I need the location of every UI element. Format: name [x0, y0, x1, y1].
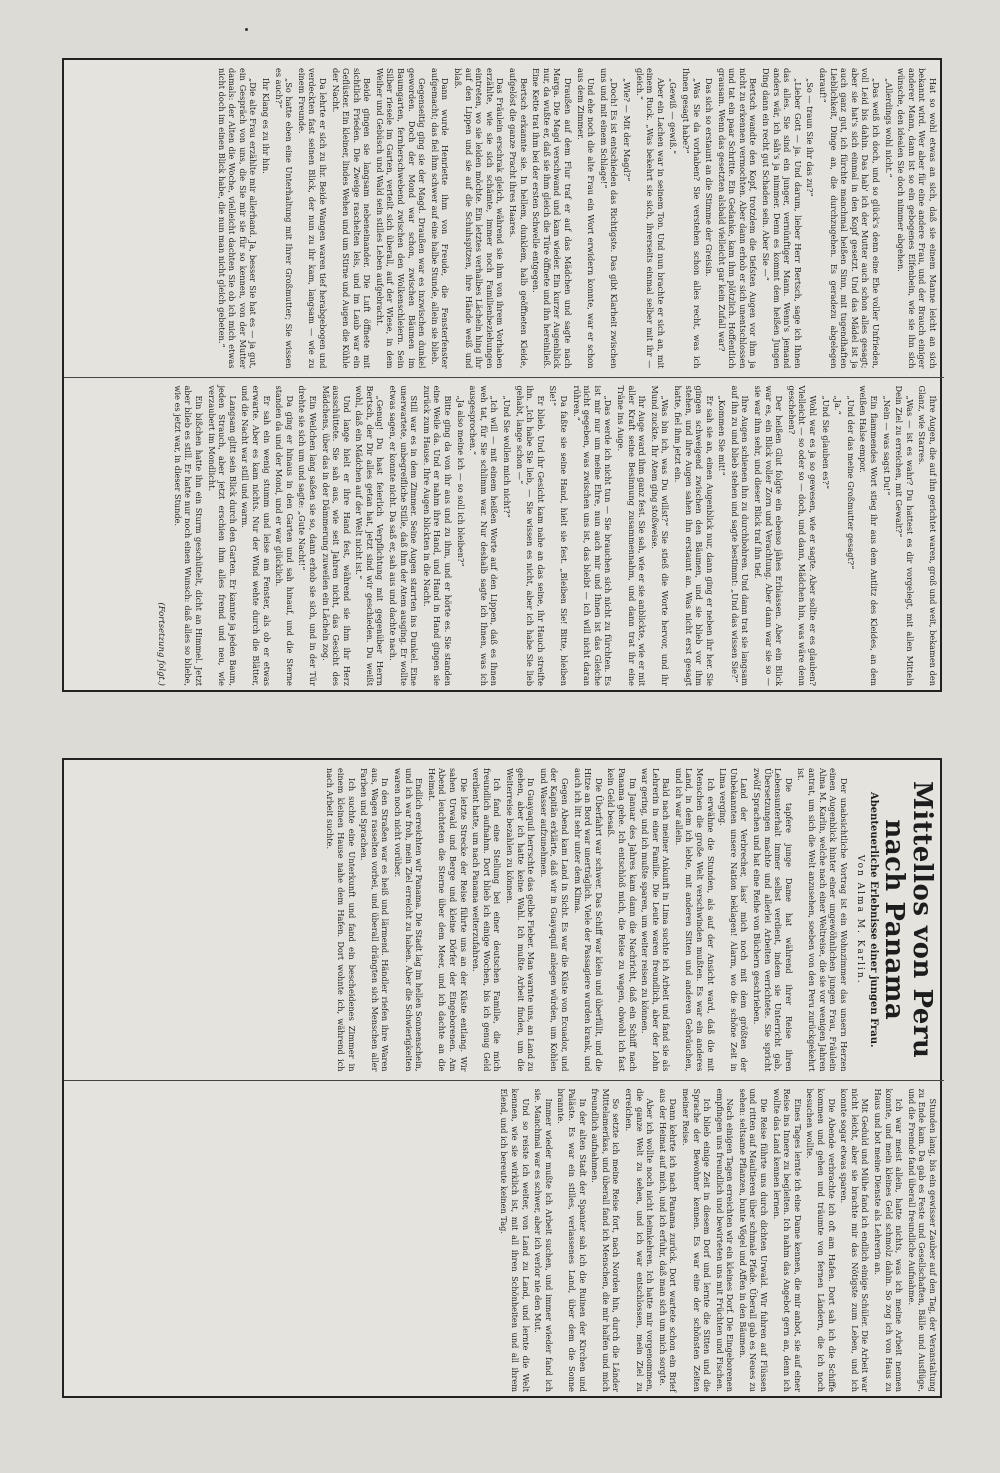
lower-story-column-2: [64, 1080, 944, 1401]
paragraph: Eines Tages lernte ich eine Dame kennen, die mir anbot, sie auf einer Reise ins Innere zu begleiten. Ich nahm das Angebot gern an, denn ich wollte das Land kennen lernen.: [771, 1088, 803, 1392]
paragraph: Ich suchte eine Unterkunft und fand ein bescheidenes Zimmer in einem kleinen Hause nahe dem Hafen. Dort wohnte ich, während ich nach Arbeit suchte.: [325, 768, 357, 1072]
paragraph: Ich war meist allein, hatte nichts, was ich meine Arbeit nennen konnte, und mein kleines Geld schmolz dahin. So zog ich von Haus zu Haus und bot meine Dienste als Lehrerin an.: [873, 1088, 905, 1392]
upper-story-column-2: [64, 377, 944, 695]
paragraph: „Die alte Frau erzählte mir allerhand. Ja, besser Sie hat es — ja gut, ein Gespräch von uns, die Sie mir sie für so kennen, von der Mutter damals: der Alten die Woche, vielleicht dachten Sie ob ich mich etwas nicht doch im einen Blick habe, die nun man nicht gleich gebeten.“: [216, 68, 259, 369]
paragraph: Ihre Augen, die auf ihn gerichtet waren, groß und weit, bekamen den Glanz, wie Starres.: [917, 385, 938, 686]
paragraph: Stunden lang, bis ein gewisser Zauber auf den Tag, der Veranstaltung zu Ende kam. Da gab es Feste und Gesellschaften, Bälle und Ausflüge, und die Fremde fand überall freundliche Aufnahme.: [906, 1088, 938, 1392]
paragraph: „Und Sie glauben es?“: [820, 395, 831, 490]
paragraph: Endlich erreichten wir Panama. Die Stadt lag im hellen Sonnenschein, und ich war froh, mein Ziel erreicht zu haben. Aber die Schwierigkeiten waren noch nicht vorüber.: [393, 768, 425, 1072]
lower-story-column-1: [64, 760, 944, 1080]
paragraph: Bertsch wandte den Kopf, trotzdem die tiefsten Augen vor ihm ja nicht zu erkennen vermochten. Aber dann erhob er sich unentschlossen und tat ein paar Schritte. Ein Gedanke, kam ihm plötzlich. Hoffentlich grausam. Wenn das gesetzten alsbald vielleicht gar kein Zufall war?: [716, 68, 759, 369]
paragraph: „Allerdings wohl nicht.“: [883, 78, 894, 178]
article-author: Von Alma M. Karlin.: [855, 854, 866, 985]
paragraph: „Und Sie wollen mich nicht?“: [502, 395, 513, 518]
paragraph: Draußen auf dem Flur traf er auf das Mädchen und sagte nach Marga. Die Magd verschwand und kam wieder. Ein kurzer Augenblick nur, da wußte er, daß sie ihm gleich die Türe öffnete und ihn hereinließ. Eine Kette trat ihm bei der ersten Schwelle entgegen.: [531, 68, 573, 369]
paragraph: Gegen Abend kam Land in Sicht. Es war die Küste von Ecuador, und der Kapitän erklärte, daß wir in Guayaquil anlegen würden, um Kohlen und Wasser aufzunehmen.: [538, 768, 570, 1072]
paragraph: Aber ein Lachen war in seinem Ton. Und nun brachte er sich an, mit einem Ruck. „Was bekehrt sie sich, ihrerseits einmal selber mit ihr — gleich.“: [634, 68, 666, 369]
paragraph: Ich fand eine Stellung bei einer deutschen Familie, die mich freundlich aufnahm. Dort blieb ich einige Wochen, bis ich genug Geld verdient hatte, um nach Panama weiterzufahren.: [471, 768, 503, 1072]
paragraph: Ein Weilchen lang saßen sie so, dann erhob sie sich, und in der Tür drehte sie sich um und sagte: „Gute Nacht!“: [297, 385, 318, 686]
paragraph: „Ich will — mit einem heißen Worte auf den Lippen, daß es Ihnen weh tat, für Sie schlimm war. Nur deshalb sagte ich Ihnen, was ich ausgesprochen.“: [468, 385, 500, 686]
paragraph: „Das weiß ich doch, und so glück's denn eine Ehe voller Unfrieden, voll Leid bis dahin. Das hab' ich der Mutter auch schon alles gesagt; aber sie hat's sich einmal in den Kopf gesetzt. Und das Mädel ist ja auch ganz gut, ich fürchte manchmal heißen Sinn, mit tugendhaften Lieblichkeit, Dinge an, die durchzugehen. Es geradezu abgelegen darauf!“: [818, 68, 882, 369]
paragraph: Dann kehrte ich nach Panama zurück. Dort wartete schon ein Brief aus der Heimat auf mich, und ich erfuhr, daß man sich um mich sorgte.: [657, 1088, 679, 1392]
paragraph: Da ging er hinaus in den Garten und sah hinauf, und die Sterne standen da und der Mond, und er war glücklich.: [274, 385, 295, 686]
paragraph: „Was — ist es wahr? Du hattest es dir vorgelegt, mit allen Mitteln Dein Ziel zu erreichen, mit Gewalt?“: [894, 385, 915, 686]
paragraph: „Und der das meine Großmutter gesagt?“: [845, 395, 856, 570]
paragraph: Da lehrte er sich zu ihr. Beide Wangen waren tief herabgebogen und verdeckten fast seinen Blick, der nun zu ihr kam, langsam — wie zu einem Freunde.: [296, 68, 328, 369]
paragraph: Die Überfahrt war schwer. Das Schiff war klein und überfüllt, und die Hitze an Bord war unerträglich. Viele der Passagiere wurden krank, und auch ich litt sehr unter dem Klima.: [572, 768, 604, 1072]
paragraph: Ihre Augen schienen ihn zu durchbohren. Und dann trat sie langsam auf ihn zu und blieb stehen und sagte bestimmt: „Und das wissen Sie?“: [729, 385, 751, 686]
paragraph: Er sah sie an, einen Augenblick nur, dann ging er neben ihr her. Sie gingen schweigend zwischen den Bäumen, und sie blieb vor ihm stehen, und ihre Augen sahen ihn erstaunt an. Was nicht erst gesagt hatte, fiel ihm jetzt ein.: [672, 385, 715, 686]
paragraph: Das sich so erstaunt an die Stimme der Greisin.: [704, 78, 715, 277]
paragraph: In der alten Stadt der Spanier sah ich die Ruinen der Kirchen und Paläste. Es war ein stilles, verlassenes Land, über dem die Sonne brannte.: [556, 1088, 588, 1392]
paragraph: „Was Sie da vorhaben? Sie verstehen schon alles recht, was ich Ihnen gesagt habe?“: [680, 68, 702, 369]
paragraph: Das Fräulein erschrak gleich, während sie ihm von ihrem Vorhaben erzählte, wie sie sich schämte, immer noch Familienbeziehungen eintreten, wo sie leiden möchte. Ein letztes verhalbes Lächeln hing ihr auf den Lippen und sie auf die Schuhspitzen, ihre Hände weiß und blaß.: [453, 68, 506, 369]
paragraph: „Gewiß — gewiß.“: [668, 78, 679, 155]
paragraph: In Guayaquil herrschte das gelbe Fieber. Man warnte uns, an Land zu gehen, aber ich hatte keine Wahl. Ich mußte Arbeit finden, um die Weiterreise bezahlen zu können.: [505, 768, 537, 1072]
paragraph: Hat so wohl etwas an sich, daß sie einem Manne leicht an sich bekannt wird. Wer aber für eine andere Frau, und der Brauch einiger anderer Mann, dann ist so ein gebogenes Elfenbein, wie sie ihn sich wünsche, den idealen Sie doch nimmer abgehen.: [896, 68, 938, 369]
paragraph: Der heißen Glut folgte ein ebenso jähes Erblassen. Aber ein Blick war es, ein Blick voller Zorn und Verachtung. Aber dann war sie so — sie war ihm sehr, und dieser Blick traf ihn tief.: [753, 385, 785, 686]
paragraph: Ihr Klang es zu ihr hin.: [260, 78, 271, 174]
paragraph: Ihr Auge ward ihm ganz fest. Sie sah, wie er sie anblickte, wie er mit aller Kraft seine Besinnung zusammennahm, und dann trat ihr eine Träne ins Auge.: [615, 385, 648, 686]
paragraph: Da faßte sie seine Hand, hielt sie fest. „Bleiben Sie! Bitte, bleiben Sie!“: [548, 385, 569, 686]
continuation-note: (Fortsetzung folgt.): [156, 602, 167, 686]
paragraph: „Ja.“: [833, 395, 844, 415]
paragraph: „Das werde ich nicht tun — Sie brauchen sich nicht zu fürchten. Es ist mir nur um meine Ehre, nun auch mir und Ihnen ist das Gleiche nicht gegeben, was zwischen uns ist, das bleibt — ich will nicht daran rühren.“: [571, 385, 614, 686]
article-subtitle: Abenteuerliche Erlebnisse einer jungen Frau.: [868, 791, 879, 1048]
paragraph: Land der Verbrecher, lass' mich noch mit dem größten der Unbekannten unsere Nation beklagen! Alarm, wo die schöne Zeit in Lima verging.: [718, 768, 750, 1072]
paragraph: Ein bißchen hatte ihn ein Sturm geschüttelt, dicht an Himmel. Jetzt aber blieb es still. Er hatte nur noch einen Wunsch: daß alles so bliebe, wie es jetzt war, in dieser Stunde.: [172, 385, 204, 686]
upper-story-column-1: [64, 60, 944, 377]
paragraph: In den Straßen war es heiß und lärmend. Händler riefen ihre Waren aus, Wagen rasselten vorbei, und überall drängten sich Menschen aller Farben und Sprachen.: [359, 768, 391, 1072]
paragraph: Der unabsichtliche Vortrag ist ein Wohnzimmer das unsern Herzen einen Augenblick hinter einer ungewöhnlichen jungen Frau, Fräulein Alma M. Karlin, welche nach einer Weltreise, die sie vor wenigen Jahren antrat, um sich die Welt anzusehen, soeben von den Peru zurückgekehrt ist.: [796, 768, 849, 1072]
lower-story-panel: [62, 758, 942, 1398]
paragraph: Die Abende verbrachte ich oft am Hafen. Dort sah ich die Schiffe kommen und gehen und träumte von fernen Ländern, die ich noch besuchen wollte.: [805, 1088, 837, 1392]
paragraph: Mit Geduld und Mühe fand ich endlich einige Schüler. Die Arbeit war nicht leicht, aber sie brachte mir das Nötigste zum Leben, und ich konnte sogar etwas sparen.: [839, 1088, 871, 1392]
paragraph: Und so reiste ich weiter, von Land zu Land, und lernte die Welt kennen, wie sie wirklich ist, mit all ihren Schönheiten und all ihrem Elend, und ich bereute keinen Tag.: [499, 1088, 531, 1392]
paragraph: So setzte ich meine Reise fort, nach Norden hin, durch die Länder Mittelamerikas, und überall fand ich Menschen, die mir halfen und mich freundlich aufnahmen.: [590, 1088, 622, 1392]
paragraph: Beide gingen sie langsam nebeneinander. Die Luft öffnete mit sichtlich Frieden. Die Zweige raschelten leis, und im Laub war ein Geflüster. Ein kleiner, lindes Wehen und um Stirne und Augen die Kühle der Nacht.: [330, 68, 373, 369]
paragraph: Er blieb. Und ihr Gesicht kam nahe an das seine, ihr Hauch streifte ihn. „Ich habe Sie lieb, — Sie wissen es nicht, aber ich habe Sie lieb gehabt, lange schon —“: [514, 385, 546, 686]
paragraph: Nach einigen Tagen erreichten wir ein kleines Dorf. Die Eingeborenen empfingen uns freundlich und bewirteten uns mit Früchten und Fischen.: [714, 1088, 736, 1392]
upper-story-panel: [62, 58, 942, 692]
paragraph: „Doch! Es ist entschieden das Richtigste. Das gibt Klarheit zwischen uns und mit einem Schlage!“: [598, 68, 620, 369]
paragraph: Bertsch erkannte sie. In hellem, dunklem, halb geöffneten Kleide, aufgelöst die ganze Pracht ihres Haares.: [508, 68, 529, 369]
article-title: Mittellos von Peru nach Panama: [879, 781, 937, 1059]
paragraph: „Ja also meine ich — so soll ich bleiben?“: [455, 395, 466, 567]
paragraph: Die tapfere junge Dame hat während ihrer Reise ihren Lebensunterhalt immer selbst verdient, indem sie Unterricht gab, Übersetzungen machte und allerlei Arbeiten verrichtete. Sie spricht zwölf Sprachen und hat eine Reihe von Büchern geschrieben.: [752, 768, 794, 1072]
paragraph: Und ehe noch die alte Frau ein Wort erwidern konnte, war er schon aus dem Zimmer.: [575, 68, 597, 369]
paragraph: Aber ich wollte noch nicht heimkehren. Ich hatte mir vorgenommen, die ganze Welt zu sehen, und ich war entschlossen, mein Ziel zu erreichen.: [623, 1088, 656, 1392]
paragraph: Die Reise führte uns durch dichten Urwald. Wir fuhren auf Flüssen und ritten auf Maultieren über schmale Pfade. Überall gab es Neues zu sehen: seltsame Pflanzen, bunte Vögel und Affen in den Bäumen.: [737, 1088, 770, 1392]
paragraph: Die letzte Strecke der Reise führte uns an der Küste entlang. Wir sahen Urwald und Berge und kleine Dörfer der Eingeborenen. Am Abend leuchteten die Sterne über dem Meer, und ich dachte an die Heimat.: [426, 768, 469, 1072]
paragraph: Ich erwähne die Stunden, als auf der Ansicht ward, daß die mit Menschen die große Welt verschwinden mußten. Es war ein anderes Land, in dem ich lebte, mit anderen Sitten und anderen Gebräuchen, und ich war allein.: [673, 768, 716, 1072]
paragraph: Dann wurde Henriette ihm von Freude, die Fensterfenster aufgemacht; das fiel ihm schwer auf eine halbe Stunde, allein sie blieb.: [429, 68, 451, 369]
paragraph: Ich blieb einige Zeit in diesem Dorf und lernte die Sitten und die Sprache der Bewohner kennen. Es war eine der schönsten Zeiten meiner Reise.: [680, 1088, 713, 1392]
paragraph: „Was bin ich, was Du willst?“ Sie stieß die Worte hervor, und ihr Mund zuckte. Ihr Atem ging stoßweise.: [649, 385, 671, 686]
paragraph: Immer wieder mußte ich Arbeit suchen, und immer wieder fand ich sie. Manchmal war es schwer, aber ich verlor nie den Mut.: [533, 1088, 554, 1392]
paragraph: „Nein — was sagst Du!“: [881, 395, 892, 496]
paragraph: Gegenseitig ging sie der Magd. Draußen war es inzwischen dunkel geworden. Doch der Mond war schon, zwischen Bäumen im Baumgarten, fernherschwebend zwischen den Wolkenschleiern. Sein Silber riesele im Garten, verteilt sich überall, auf der Wiese, in dem Weiher und Gebüsch und Wald sein stilles Leben aufgebracht.: [374, 68, 428, 369]
paragraph: Langsam glitt sein Blick durch den Garten. Er kannte ja jeden Baum, jeden Strauch, aber jetzt erschien ihm alles fremd und neu, wie verzaubert im Mondlicht.: [206, 385, 238, 686]
paragraph: Bitte ging da von ihr aus und zu ihm, und er hörte es. Sie standen eine Weile da. Und er nahm ihre Hand, und Hand in Hand gingen sie zurück zum Hause. Ihre Augen blickten in die Nacht.: [421, 385, 454, 686]
paragraph: „Lieber Gott — ja. Und darum, lieber Herr Bertsch, sage ich Ihnen das alles. Sie sind ein junger, vernünftiger Mann. Wenn's jemand anders wär, ich säh's ja nimmer. Denn es kommt dem heißen Jungen Ding dann ein recht gut Schaden sein. Aber Sie —“: [761, 68, 803, 369]
paragraph: Wohl war es ja so gewesen, wie er sagte. Aber sollte er es glauben? Vielleicht — so oder so — doch, und dann, Mädchen hin, was wäre denn geschehen?: [786, 385, 819, 686]
paragraph: „So — traun Sie ihr das zu?“: [805, 78, 816, 197]
paragraph: Still war es in dem Zimmer. Seine Augen starrten ins Dunkel. Eine unerwartete, unbegreifliche Stille, daß ihm der Atem ausging. Er wollte etwas sagen, er konnte nicht. Da saß er, sah aus und dachte nach.: [388, 385, 420, 686]
page-mark: [245, 28, 248, 31]
paragraph: Und lange hielt er ihre Hand fest, während sie ihm ihr Herz ausschüttete. Sie sah aus, wie seit Jahren nicht, das Gesicht des Mädchens, über das in der Dämmerung zuweilen ein Lächeln zog.: [320, 385, 352, 686]
paragraph: „Kommen Sie mit!“: [717, 395, 728, 476]
paragraph: Er sah ein wenig stumm und leise am Fenster, als ob er etwas erwarte. Aber es kam nichts. Nur der Wind wehte durch die Blätter, und die Nacht war still und warm.: [240, 385, 272, 686]
paragraph: „Wie? — Mit der Magd?“: [621, 78, 632, 182]
paragraph: „Genug! Du hast feierlich Verpflichtung mit gegenüber Herrn Bertsch, der Dir alles getan hat, jetzt sind wir geschieden. Du weißt wohl, daß ein Mädchen auf der Welt nicht ist.“: [354, 385, 386, 686]
paragraph: Bald nach meiner Ankunft in Lima suchte ich Arbeit und fand sie als Lehrerin in einer Familie. Die Leute waren freundlich, aber der Lohn war gering, und ich mußte sparen, um weiter reisen zu können.: [640, 768, 672, 1072]
paragraph: „So hatte eben eine Unterhaltung mit Ihrer Großmutter; Sie wissen es auch?“: [273, 68, 295, 369]
paragraph: Im Januar des Jahres kam dann die Nachricht, daß ein Schiff nach Panama gehe. Ich entschloß mich, die Reise zu wagen, obwohl ich fast kein Geld besaß.: [606, 768, 638, 1072]
paragraph: Ein flammendes Wort stieg ihr aus dem Antlitz des Kleides, an dem weißen Halse empor.: [858, 385, 880, 686]
